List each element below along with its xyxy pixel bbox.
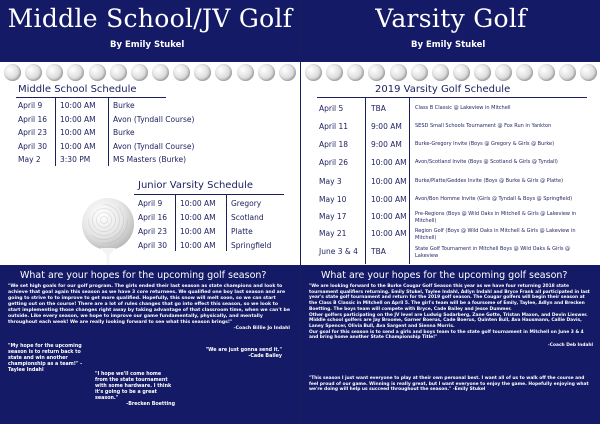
ms-row-date: April 30: [18, 142, 48, 151]
varsity-row-event: Region Golf (Boys @ Wild Oaks in Mitchell & Girls @ Lakeview in Mitchell): [415, 228, 576, 241]
golf-ball-icon: [152, 64, 169, 81]
varsity-schedule-heading: 2019 Varsity Golf Schedule: [375, 84, 511, 95]
golf-ball-icon: [580, 64, 597, 81]
coach-quote-attribution: -Coach Deb Indahl: [547, 343, 593, 349]
coach-quote-attribution: -Coach Billie Jo Indahl: [233, 326, 290, 331]
golf-ball-icon: [305, 64, 322, 81]
coach-quote: "We set high goals for our golf program. The girls ended their last season as state champions and look to achieve that goal again this season as we have 3 core returnees. We qualified one boy last season and are going to strive to to improve to get more qualified. Hopefully, this snow will melt soon, so we can start getting out on the course! There are a lot of rules changes that go into effect this season, so we look to start implementing those changes right away by taking advantage of that classroom time, when we can't be outside. Like every season, we hope to improve our game fundamentally, physically, and mentally throughout each week! We are really looking forward to see what this season brings!" -Coach Billie Jo Indahl: [8, 284, 290, 331]
cade-quote: "We are just gonna send it." -Cade Bailey: [205, 348, 282, 359]
question-heading: What are your hopes for the upcoming golf season?: [321, 270, 568, 281]
varsity-row-date: May 17: [319, 212, 347, 221]
ms-row-time: 10:00 AM: [60, 101, 96, 110]
golf-ball-icon: [46, 64, 63, 81]
varsity-row: [319, 177, 600, 186]
varsity-row-date: June 3 & 4: [319, 247, 358, 256]
jv-row-event: Scotland: [231, 213, 264, 222]
golf-ball-icon: [173, 64, 190, 81]
golf-ball-icon: [194, 64, 211, 81]
jv-row-time: 10:00 AM: [180, 241, 216, 250]
taylee-quote: "My hope for the upcoming season is to return back to state and win another championship as a team!" -Taylee Indahl: [8, 344, 83, 373]
golf-ball-icon: [390, 64, 407, 81]
jv-row-time: 10:00 AM: [180, 199, 216, 208]
ms-row-time: 10:00 AM: [60, 142, 96, 151]
jv-schedule-rule: [134, 194, 284, 195]
varsity-row-date: May 10: [319, 195, 347, 204]
jv-row-date: April 16: [138, 213, 168, 222]
varsity-row-event: SESD Small Schools Tournament @ Fox Run in Yankton: [415, 123, 552, 129]
varsity-row: [319, 158, 600, 167]
varsity-row-date: May 3: [319, 177, 342, 186]
golf-ball-icon: [89, 64, 106, 81]
varsity-row-time: 10:00 AM: [371, 195, 407, 204]
varsity-page: [300, 0, 600, 424]
golf-ball-icon: [215, 64, 232, 81]
ms-row-event: Avon (Tyndall Course): [113, 142, 195, 151]
varsity-row: [319, 246, 600, 259]
varsity-row-time: TBA: [371, 247, 386, 256]
ms-row-event: Burke: [113, 101, 135, 110]
ms-schedule-rule: [16, 97, 166, 98]
golf-ball-icon: [4, 64, 21, 81]
varsity-row-event: Pre-Regions (Boys @ Wild Oaks in Mitchell & Girls @ Lakeview in Mitchell): [415, 211, 577, 224]
ms-row-date: April 23: [18, 128, 48, 137]
byline: By Emily Stukel: [110, 40, 185, 50]
varsity-row-time: 10:00 AM: [371, 212, 407, 221]
ms-row-event: MS Masters (Burke): [113, 155, 187, 164]
golf-ball-icon: [110, 64, 127, 81]
golf-ball-icon: [326, 64, 343, 81]
varsity-row-event: State Golf Tournament in Mitchell Boys @ Wild Oaks & Girls @ Lakeview: [415, 246, 571, 259]
golf-tee-illustration: [100, 248, 116, 265]
varsity-row-time: 9:00 AM: [371, 140, 402, 149]
ms-row-time: 10:00 AM: [60, 115, 96, 124]
varsity-row-event: Burke/Platte/Geddes Invite (Boys @ Burke & Girls @ Platte): [415, 178, 564, 184]
varsity-row-time: 9:00 AM: [371, 122, 402, 131]
ms-col-divider: [108, 98, 109, 166]
varsity-row: [319, 211, 600, 224]
ms-row-date: April 16: [18, 115, 48, 124]
golf-ball-icon: [258, 64, 275, 81]
emily-quote: "This season I just want everyone to play at their own personal best. I want all of us to walk off the course and feel proud of our game. Winning is really great, but I want everyone to enjoy the game. Hopefully enjoying what we're doing will help us succeed throughout the season." -Emily Stukel: [309, 376, 589, 393]
varsity-schedule-rule: [317, 97, 587, 98]
varsity-row-event: Avon/Bon Homme Invite (Girls @ Tyndall & Boys @ Springfield): [415, 196, 573, 202]
golf-ball-icon: [432, 64, 449, 81]
varsity-row: [319, 228, 600, 241]
golf-ball-icon: [131, 64, 148, 81]
ms-row: April 9: [18, 101, 43, 110]
ms-schedule-heading: Middle School Schedule: [18, 84, 137, 95]
jv-row-date: April 23: [138, 227, 168, 236]
golf-ball-icon: [279, 64, 296, 81]
page-title: Middle School/JV Golf: [7, 4, 293, 33]
varsity-row-time: 10:00 AM: [371, 158, 407, 167]
jv-row-time: 10:00 AM: [180, 227, 216, 236]
golf-ball-icon: [237, 64, 254, 81]
varsity-row-date: April 5: [319, 104, 344, 113]
ms-row-time: 3:30 PM: [60, 155, 91, 164]
varsity-row-event: Burke-Gregory Invite (Boys @ Gregory & Girls @ Burke): [415, 141, 555, 147]
golf-ball-icon: [411, 64, 428, 81]
coach-quote: "We are looking forward to the Burke Cougar Golf Season this year as we have four returning 2018 state tournament qualifiers returning. Emily Stukel, Taylee Indahl, Adlyn Indahl and Bryce Frank all participated in last year's state golf tournament and return for the 2019 golf season. The Cougar golfers will begin their season at the Class B Classic in Mitchell on April 5. The girl's team will be a foursome of Emily, Taylee, Adlyn and Brecken Boetting. The boys team will compete with Bryce, Cade Bailey and Jesse Dummer. Other golfers participating on the JV level are Ludwig Sodarberg, Zane Gotte, Tristan Maxon, and Devin Lieswer. Middle school golfers are Jay Broome, Garner Boerus, Cade Boerus, Quinten Bull, Ava Hausmann, Callie Davis, Laney Spencer, Olivia Bull, Ava Sargent and Sienna Morris. Our goal for this season is to send a girls and boys team to the state golf tournament in Mitchell on June 3 & 4 and bring home another State Championship Title!" -Coach Deb Indahl: [309, 284, 593, 349]
jv-schedule-heading: Junior Varsity Schedule: [138, 180, 254, 191]
golf-ball-icon: [559, 64, 576, 81]
page-title: Varsity Golf: [375, 4, 527, 33]
varsity-row-event: Class B Classic @ Lakeview in Mitchell: [415, 105, 511, 111]
varsity-row-date: April 26: [319, 158, 349, 167]
jv-row-event: Platte: [231, 227, 253, 236]
varsity-row-event: Avon/Scotland Invite (Boys @ Scotland & Girls @ Tyndall): [415, 159, 558, 165]
varsity-row-time: 10:00 AM: [371, 177, 407, 186]
varsity-row-time: TBA: [371, 104, 386, 113]
golf-ball-icon: [25, 64, 42, 81]
varsity-row: [319, 195, 600, 204]
jv-col-divider: [175, 195, 176, 251]
varsity-row-date: April 18: [319, 140, 349, 149]
jv-row-date: April 9: [138, 199, 163, 208]
golf-ball-icon: [347, 64, 364, 81]
ms-col-divider: [55, 98, 56, 166]
golf-ball-icon: [474, 64, 491, 81]
golf-ball-border: [0, 62, 300, 82]
ms-row-time: 10:00 AM: [60, 128, 96, 137]
varsity-row-date: April 11: [319, 122, 349, 131]
ms-row-event: Avon (Tyndall Course): [113, 115, 195, 124]
golf-ball-icon: [516, 64, 533, 81]
brecken-quote: "I hope we'll come home from the state tournament with some hardware. I think it's going to be a great season." -Brecken Boetting: [95, 372, 175, 407]
varsity-row-time: 10:00 AM: [371, 229, 407, 238]
jv-row-event: Springfield: [231, 241, 272, 250]
jv-col-divider: [226, 195, 227, 251]
question-heading: What are your hopes for the upcoming golf season?: [20, 270, 267, 281]
golf-ball-border: [301, 62, 600, 82]
jv-row-time: 10:00 AM: [180, 213, 216, 222]
varsity-row-date: May 21: [319, 229, 347, 238]
golf-ball-illustration: [82, 198, 134, 250]
golf-ball-icon: [67, 64, 84, 81]
varsity-row: [319, 122, 600, 131]
byline: By Emily Stukel: [411, 40, 486, 50]
jv-row-date: April 30: [138, 241, 168, 250]
ms-row-event: Burke: [113, 128, 135, 137]
varsity-row: [319, 140, 600, 149]
golf-ball-icon: [453, 64, 470, 81]
ms-row-date: May 2: [18, 155, 41, 164]
jv-row-event: Gregory: [231, 199, 262, 208]
varsity-row: [319, 104, 600, 113]
golf-ball-icon: [368, 64, 385, 81]
golf-ball-icon: [495, 64, 512, 81]
golf-ball-icon: [538, 64, 555, 81]
